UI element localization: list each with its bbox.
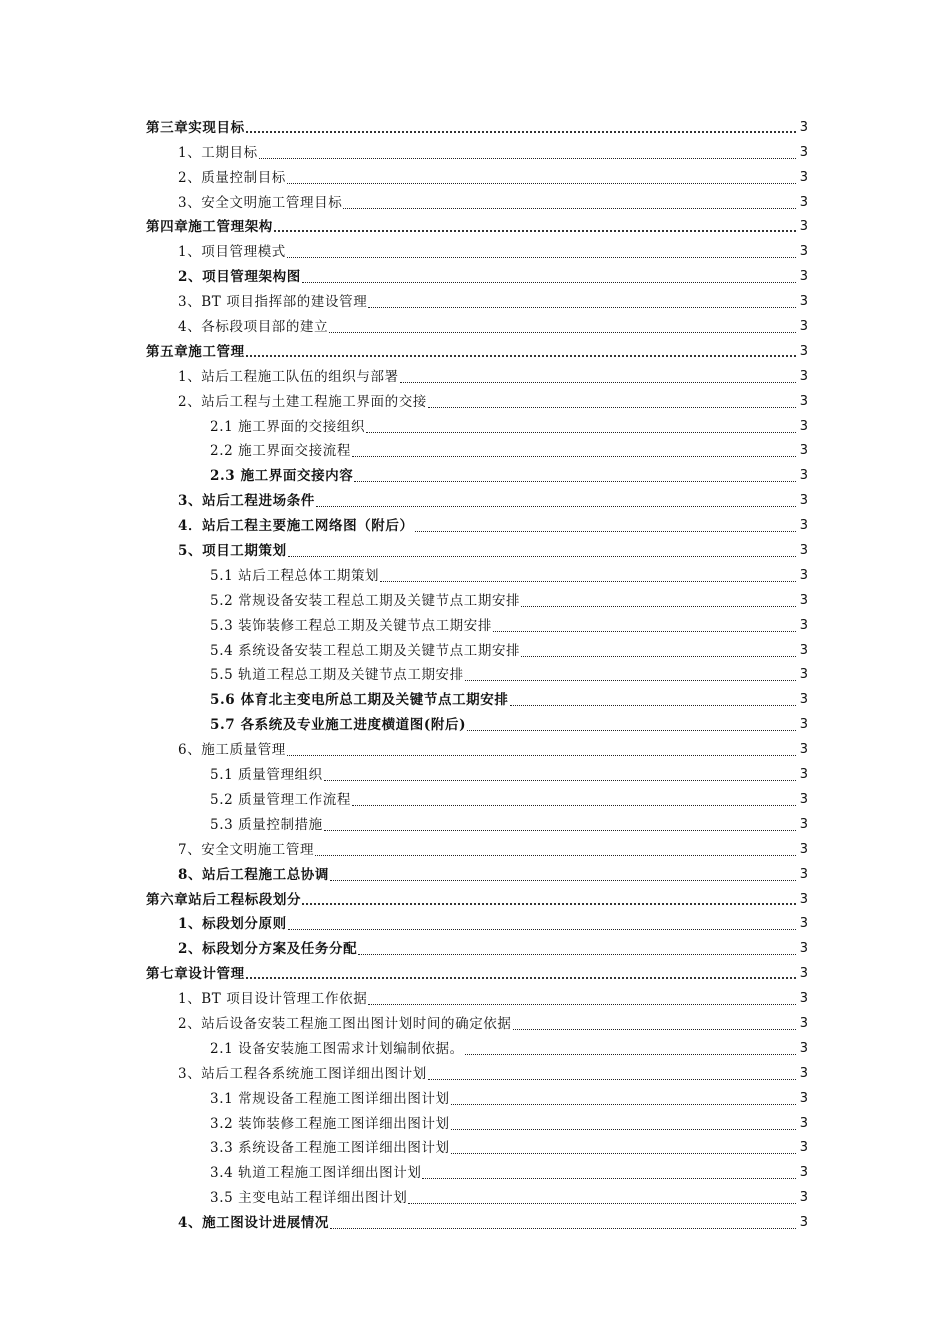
toc-entry[interactable] bbox=[146, 512, 808, 537]
toc-page-number: 3 bbox=[799, 916, 808, 932]
toc-dot-leader bbox=[352, 805, 796, 806]
toc-page-number: 3 bbox=[799, 1140, 808, 1156]
toc-chapter-entry[interactable] bbox=[146, 214, 808, 239]
toc-dot-leader bbox=[288, 929, 796, 930]
toc-entry[interactable] bbox=[146, 413, 808, 438]
toc-page-number: 3 bbox=[799, 269, 808, 285]
toc-dot-leader bbox=[428, 1079, 796, 1080]
toc-page-number: 3 bbox=[799, 991, 808, 1007]
toc-page-number: 3 bbox=[799, 343, 808, 359]
toc-entry[interactable] bbox=[146, 587, 808, 612]
toc-entry[interactable] bbox=[146, 363, 808, 388]
toc-entry-title: 3、站后工程进场条件 bbox=[178, 493, 315, 510]
toc-page-number: 3 bbox=[799, 617, 808, 633]
toc-entry-title: 5.3 装饰装修工程总工期及关键节点工期安排 bbox=[210, 617, 492, 634]
toc-page-number: 3 bbox=[799, 642, 808, 658]
toc-entry-title: 第六章站后工程标段划分 bbox=[146, 891, 302, 908]
toc-dot-leader bbox=[467, 730, 796, 731]
toc-page-number: 3 bbox=[799, 1040, 808, 1056]
toc-dot-leader bbox=[521, 606, 796, 607]
toc-dot-leader bbox=[465, 680, 796, 681]
toc-page-number: 3 bbox=[799, 891, 808, 907]
toc-dot-leader bbox=[324, 830, 796, 831]
toc-entry-title: 5.5 轨道工程总工期及关键节点工期安排 bbox=[210, 667, 464, 684]
toc-chapter-entry[interactable] bbox=[146, 960, 808, 985]
toc-page-number: 3 bbox=[799, 518, 808, 534]
toc-entry[interactable] bbox=[146, 811, 808, 836]
toc-page-number: 3 bbox=[799, 1165, 808, 1181]
toc-entry[interactable] bbox=[146, 1060, 808, 1085]
toc-dot-leader bbox=[428, 407, 796, 408]
toc-entry-title: 6、施工质量管理 bbox=[178, 742, 286, 759]
toc-entry-title: 5.7 各系统及专业施工进度横道图(附后) bbox=[210, 717, 467, 734]
toc-dot-leader bbox=[287, 183, 796, 184]
toc-entry-title: 3.3 系统设备工程施工图详细出图计划 bbox=[210, 1140, 450, 1157]
toc-chapter-entry[interactable] bbox=[146, 114, 808, 139]
toc-entry[interactable] bbox=[146, 189, 808, 214]
toc-page-number: 3 bbox=[799, 816, 808, 832]
toc-page-number: 3 bbox=[799, 667, 808, 683]
toc-entry-title: 2、站后工程与土建工程施工界面的交接 bbox=[178, 393, 427, 410]
toc-dot-leader bbox=[510, 705, 797, 706]
toc-page-number: 3 bbox=[799, 219, 808, 235]
toc-page-number: 3 bbox=[799, 692, 808, 708]
toc-entry-title: 5.1 站后工程总体工期策划 bbox=[210, 567, 380, 584]
toc-entry-title: 3.4 轨道工程施工图详细出图计划 bbox=[210, 1165, 422, 1182]
toc-page-number: 3 bbox=[799, 319, 808, 335]
toc-dot-leader bbox=[329, 332, 796, 333]
toc-entry[interactable] bbox=[146, 1184, 808, 1209]
toc-dot-leader bbox=[287, 755, 796, 756]
toc-dot-leader bbox=[274, 230, 796, 232]
toc-chapter-entry[interactable] bbox=[146, 338, 808, 363]
toc-dot-leader bbox=[366, 432, 796, 433]
toc-entry-title: 第五章施工管理 bbox=[146, 343, 245, 360]
toc-entry[interactable] bbox=[146, 662, 808, 687]
toc-entry-title: 8、站后工程施工总协调 bbox=[178, 866, 329, 883]
toc-page-number: 3 bbox=[799, 1215, 808, 1231]
toc-entry-title: 1、标段划分原则 bbox=[178, 916, 287, 933]
toc-entry[interactable] bbox=[146, 1159, 808, 1184]
toc-page-number: 3 bbox=[799, 493, 808, 509]
toc-dot-leader bbox=[368, 307, 796, 308]
toc-entry-title: 2、标段划分方案及任务分配 bbox=[178, 941, 358, 958]
toc-page-number: 3 bbox=[799, 194, 808, 210]
toc-entry[interactable] bbox=[146, 686, 808, 711]
toc-page-number: 3 bbox=[799, 1065, 808, 1081]
toc-dot-leader bbox=[246, 355, 796, 357]
toc-dot-leader bbox=[358, 954, 796, 955]
toc-entry-title: 第三章实现目标 bbox=[146, 119, 245, 136]
toc-dot-leader bbox=[302, 903, 796, 905]
toc-page-number: 3 bbox=[799, 543, 808, 559]
toc-entry-title: 4、施工图设计进展情况 bbox=[178, 1215, 329, 1232]
toc-dot-leader bbox=[330, 1228, 796, 1229]
toc-dot-leader bbox=[415, 531, 796, 532]
toc-entry-title: 3.5 主变电站工程详细出图计划 bbox=[210, 1190, 408, 1207]
toc-chapter-entry[interactable] bbox=[146, 886, 808, 911]
toc-entry-title: 7、安全文明施工管理 bbox=[178, 841, 315, 858]
toc-dot-leader bbox=[315, 855, 796, 856]
toc-entry-title: 5.4 系统设备安装工程总工期及关键节点工期安排 bbox=[210, 642, 521, 659]
toc-entry[interactable] bbox=[146, 537, 808, 562]
toc-dot-leader bbox=[302, 282, 796, 283]
toc-entry[interactable] bbox=[146, 313, 808, 338]
toc-page-number: 3 bbox=[799, 1115, 808, 1131]
toc-page-number: 3 bbox=[799, 368, 808, 384]
toc-entry-title: 5.2 质量管理工作流程 bbox=[210, 791, 351, 808]
toc-entry-title: 2、站后设备安装工程施工图出图计划时间的确定依据 bbox=[178, 1015, 512, 1032]
toc-entry-title: 5.1 质量管理组织 bbox=[210, 767, 323, 784]
toc-dot-leader bbox=[330, 880, 796, 881]
toc-page-number: 3 bbox=[799, 742, 808, 758]
toc-page-number: 3 bbox=[799, 941, 808, 957]
toc-dot-leader bbox=[513, 1029, 797, 1030]
toc-dot-leader bbox=[288, 556, 796, 557]
toc-dot-leader bbox=[246, 977, 796, 979]
toc-page-number: 3 bbox=[799, 841, 808, 857]
toc-page-number: 3 bbox=[799, 393, 808, 409]
toc-dot-leader bbox=[259, 158, 796, 159]
toc-dot-leader bbox=[422, 1178, 796, 1179]
toc-entry[interactable] bbox=[146, 786, 808, 811]
toc-entry-title: 2.1 施工界面的交接组织 bbox=[210, 418, 366, 435]
toc-entry-title: 4．站后工程主要施工网络图（附后） bbox=[178, 518, 414, 535]
toc-page-number: 3 bbox=[799, 443, 808, 459]
table-of-contents bbox=[146, 114, 808, 1234]
toc-dot-leader bbox=[451, 1129, 796, 1130]
toc-page-number: 3 bbox=[799, 1090, 808, 1106]
toc-page-number: 3 bbox=[799, 169, 808, 185]
toc-entry-title: 2、质量控制目标 bbox=[178, 169, 286, 186]
toc-entry-title: 5.2 常规设备安装工程总工期及关键节点工期安排 bbox=[210, 592, 521, 609]
toc-entry[interactable] bbox=[146, 911, 808, 936]
toc-page-number: 3 bbox=[799, 244, 808, 260]
toc-entry[interactable] bbox=[146, 164, 808, 189]
toc-entry-title: 1、BT 项目设计管理工作依据 bbox=[178, 991, 368, 1008]
toc-entry-title: 1、工期目标 bbox=[178, 144, 258, 161]
toc-entry[interactable] bbox=[146, 1035, 808, 1060]
toc-entry[interactable] bbox=[146, 487, 808, 512]
toc-entry-title: 3.2 装饰装修工程施工图详细出图计划 bbox=[210, 1115, 450, 1132]
toc-page-number: 3 bbox=[799, 791, 808, 807]
toc-dot-leader bbox=[380, 581, 796, 582]
toc-entry[interactable] bbox=[146, 1085, 808, 1110]
toc-page-number: 3 bbox=[799, 418, 808, 434]
toc-dot-leader bbox=[343, 208, 796, 209]
toc-page-number: 3 bbox=[799, 866, 808, 882]
toc-entry[interactable] bbox=[146, 139, 808, 164]
toc-dot-leader bbox=[451, 1153, 796, 1154]
toc-page-number: 3 bbox=[799, 767, 808, 783]
toc-dot-leader bbox=[246, 131, 796, 133]
toc-entry-title: 3、站后工程各系统施工图详细出图计划 bbox=[178, 1065, 427, 1082]
toc-entry[interactable] bbox=[146, 1110, 808, 1135]
toc-entry[interactable] bbox=[146, 736, 808, 761]
toc-dot-leader bbox=[287, 257, 796, 258]
toc-dot-leader bbox=[451, 1104, 796, 1105]
toc-entry-title: 1、项目管理模式 bbox=[178, 244, 286, 261]
toc-dot-leader bbox=[521, 656, 796, 657]
toc-dot-leader bbox=[400, 382, 796, 383]
toc-entry-title: 1、站后工程施工队伍的组织与部署 bbox=[178, 368, 399, 385]
toc-entry[interactable] bbox=[146, 612, 808, 637]
toc-dot-leader bbox=[316, 506, 796, 507]
toc-entry[interactable] bbox=[146, 1010, 808, 1035]
toc-entry-title: 第七章设计管理 bbox=[146, 966, 245, 983]
toc-page-number: 3 bbox=[799, 1190, 808, 1206]
toc-entry-title: 5.3 质量控制措施 bbox=[210, 816, 323, 833]
toc-entry-title: 5.6 体育北主变电所总工期及关键节点工期安排 bbox=[210, 692, 509, 709]
toc-entry[interactable] bbox=[146, 861, 808, 886]
toc-entry[interactable] bbox=[146, 562, 808, 587]
toc-entry-title: 2、项目管理架构图 bbox=[178, 269, 301, 286]
toc-dot-leader bbox=[465, 1054, 796, 1055]
toc-page-number: 3 bbox=[799, 592, 808, 608]
toc-entry[interactable] bbox=[146, 462, 808, 487]
toc-entry-title: 3、BT 项目指挥部的建设管理 bbox=[178, 294, 368, 311]
toc-entry[interactable] bbox=[146, 935, 808, 960]
toc-entry[interactable] bbox=[146, 238, 808, 263]
toc-page-number: 3 bbox=[799, 966, 808, 982]
toc-dot-leader bbox=[493, 631, 796, 632]
toc-page-number: 3 bbox=[799, 294, 808, 310]
toc-entry[interactable] bbox=[146, 637, 808, 662]
toc-entry-title: 2.1 设备安装施工图需求计划编制依据。 bbox=[210, 1040, 464, 1057]
toc-entry-title: 3.1 常规设备工程施工图详细出图计划 bbox=[210, 1090, 450, 1107]
toc-page-number: 3 bbox=[799, 717, 808, 733]
toc-entry-title: 2.3 施工界面交接内容 bbox=[210, 468, 354, 485]
toc-entry[interactable] bbox=[146, 1135, 808, 1160]
toc-page-number: 3 bbox=[799, 144, 808, 160]
toc-entry[interactable] bbox=[146, 1209, 808, 1234]
toc-page-number: 3 bbox=[799, 468, 808, 484]
toc-page-number: 3 bbox=[799, 567, 808, 583]
toc-dot-leader bbox=[408, 1203, 796, 1204]
toc-entry[interactable] bbox=[146, 985, 808, 1010]
toc-entry-title: 5、项目工期策划 bbox=[178, 543, 287, 560]
toc-entry[interactable] bbox=[146, 711, 808, 736]
toc-entry-title: 2.2 施工界面交接流程 bbox=[210, 443, 351, 460]
toc-dot-leader bbox=[352, 456, 796, 457]
toc-entry-title: 4、各标段项目部的建立 bbox=[178, 319, 329, 336]
toc-entry[interactable] bbox=[146, 388, 808, 413]
toc-entry[interactable] bbox=[146, 836, 808, 861]
toc-entry[interactable] bbox=[146, 761, 808, 786]
toc-entry-title: 第四章施工管理架构 bbox=[146, 219, 273, 236]
toc-page-number: 3 bbox=[799, 1015, 808, 1031]
toc-entry[interactable] bbox=[146, 263, 808, 288]
toc-page-number: 3 bbox=[799, 119, 808, 135]
toc-dot-leader bbox=[368, 1004, 796, 1005]
toc-entry-title: 3、安全文明施工管理目标 bbox=[178, 194, 343, 211]
toc-entry[interactable] bbox=[146, 288, 808, 313]
toc-dot-leader bbox=[354, 481, 796, 482]
toc-dot-leader bbox=[324, 780, 796, 781]
toc-entry[interactable] bbox=[146, 438, 808, 463]
